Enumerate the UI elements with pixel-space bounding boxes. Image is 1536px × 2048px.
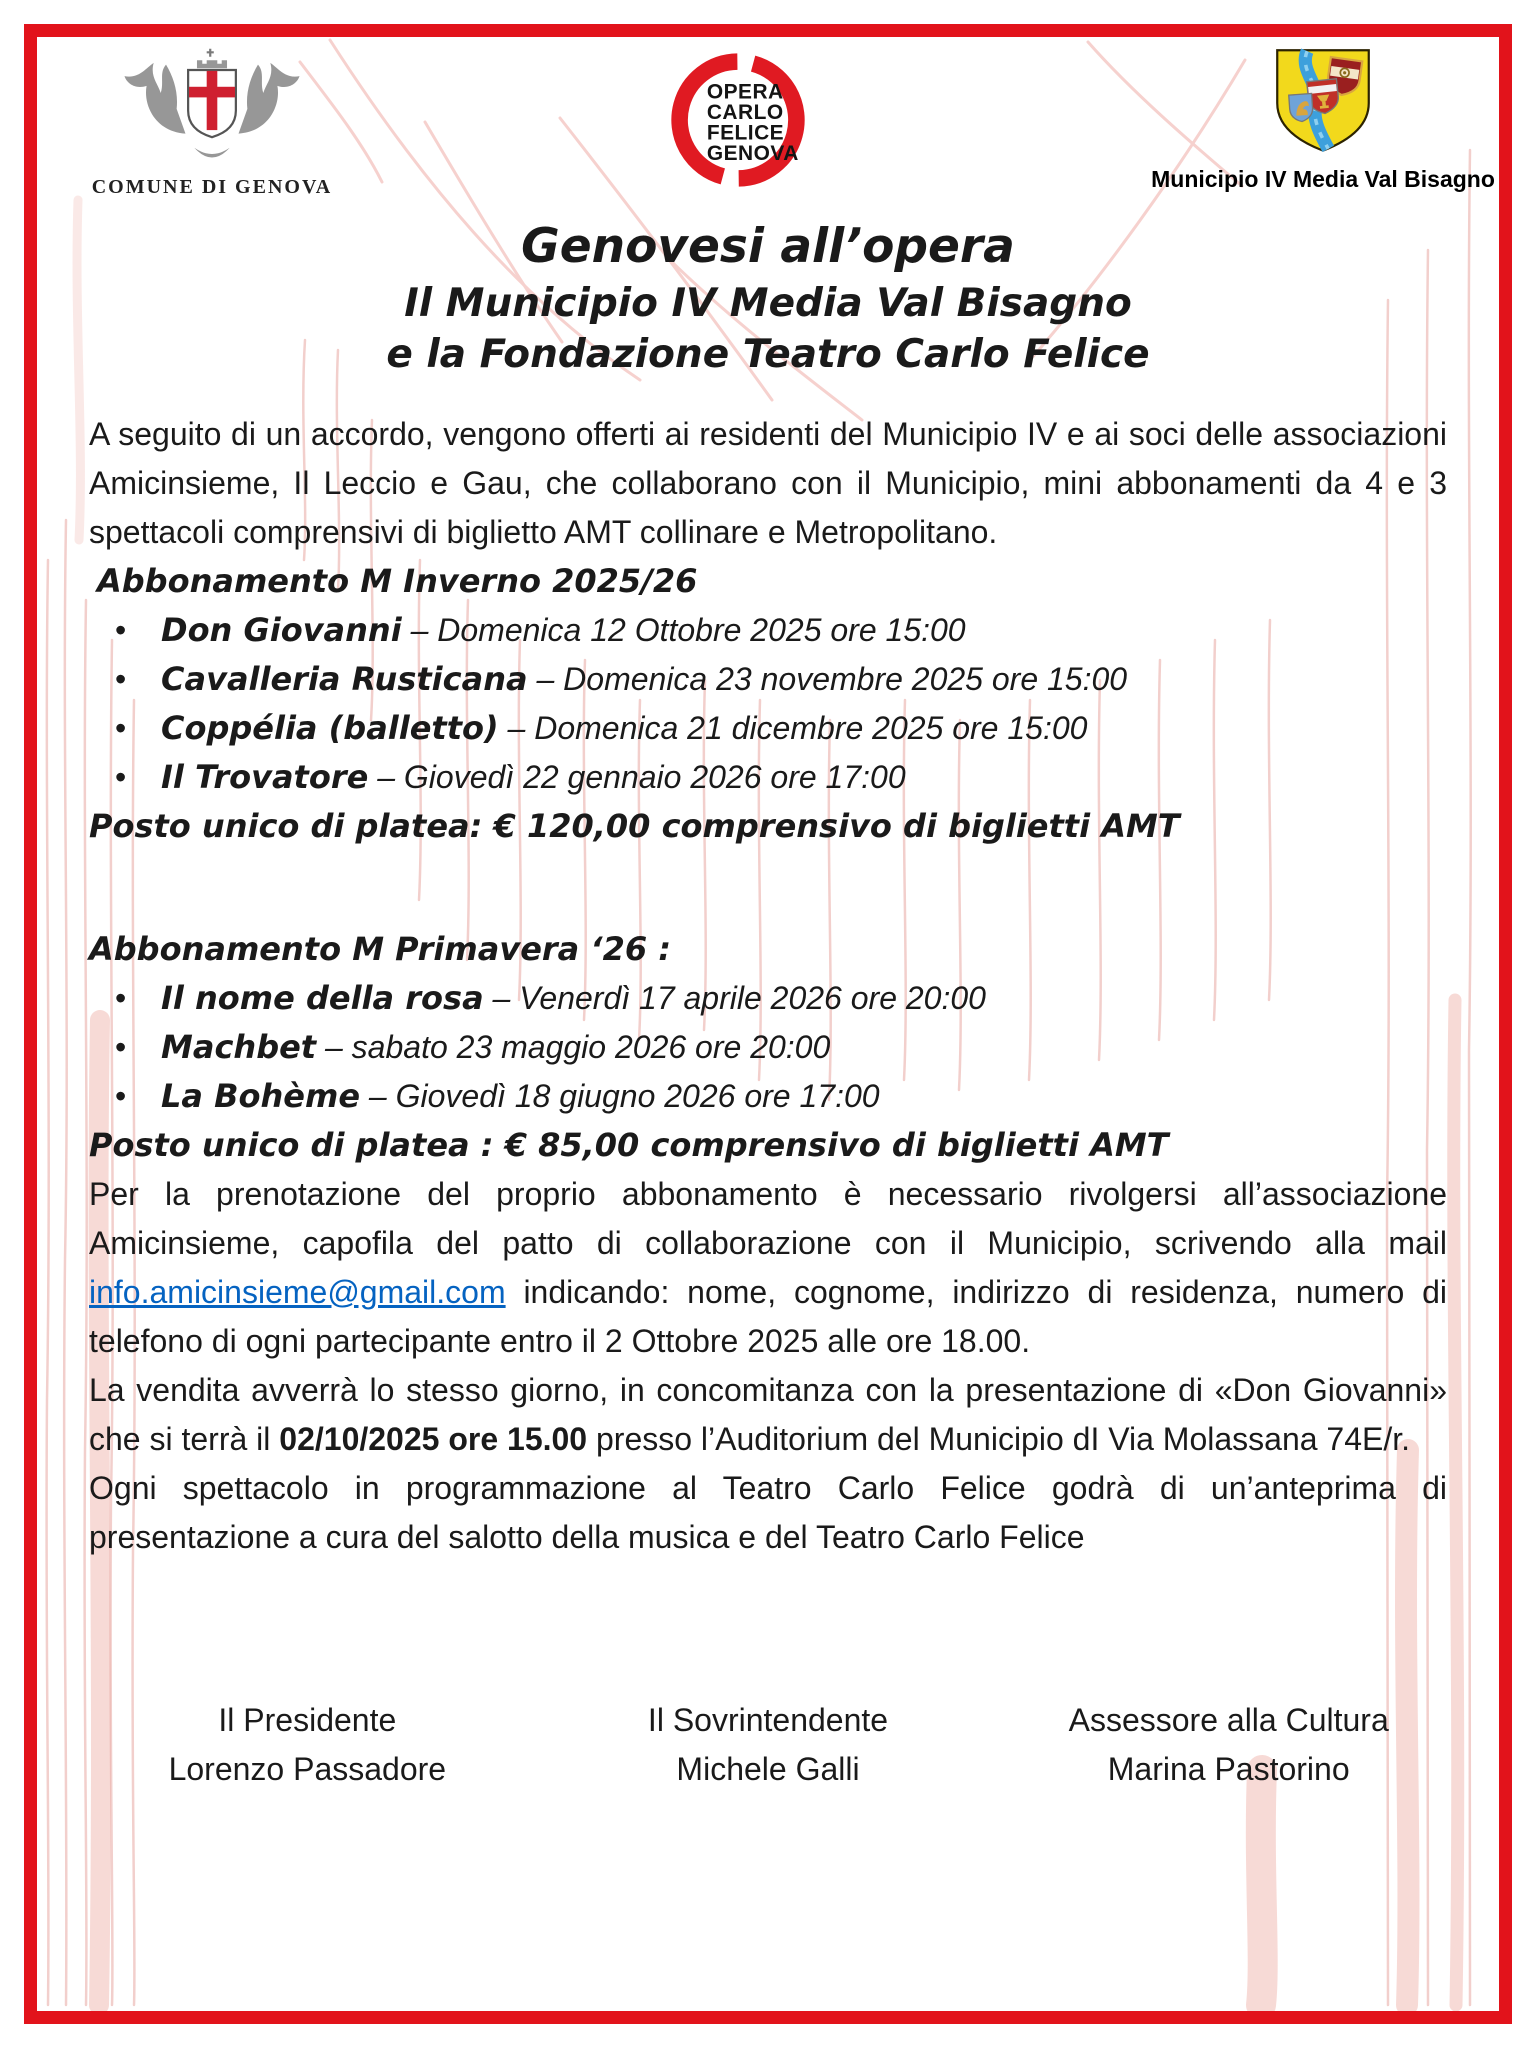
sale-text-before: La vendita avverrà lo stesso giorno, in concomitanza con la presentazione di «Don Giovanni» che si terrà il (89, 1372, 1447, 1457)
signature-sovrintendente (538, 1696, 999, 1794)
signature-role: Assessore alla Cultura (1068, 1702, 1389, 1738)
sale-paragraph (89, 1366, 1447, 1464)
title-block (37, 216, 1499, 380)
show-date: – Domenica 12 Ottobre 2025 ore 15:00 (401, 612, 966, 648)
show-date: – sabato 23 maggio 2026 ore 20:00 (316, 1029, 831, 1065)
inverno-price: Posto unico di platea: € 120,00 comprensivo di biglietti AMT (89, 807, 1180, 845)
opera-logo-line: OPERA (706, 80, 784, 104)
signature-name: Lorenzo Passadore (168, 1751, 447, 1787)
signature-role: Il Sovrintendente (647, 1702, 889, 1738)
municipio-shield-icon (1270, 45, 1376, 155)
intro-paragraph: A seguito di un accordo, vengono offerti ai residenti del Municipio IV e ai soci delle associazioni Amicinsieme, Il Leccio e Gau, che collaborano con il Municipio, mini abbonamenti da 4 e 3 spettacoli comprensivi di biglietto AMT collinare e Metropolitano. (89, 416, 1447, 550)
list-item-coppelia (89, 704, 1447, 753)
show-title: Il nome della rosa (161, 979, 484, 1017)
show-date: – Domenica 21 dicembre 2025 ore 15:00 (498, 710, 1088, 746)
opera-carlo-felice-logo (665, 45, 811, 200)
show-title: Don Giovanni (161, 611, 402, 649)
booking-text-before: Per la prenotazione del proprio abbonamento è necessario rivolgersi all’associazione Amicinsieme, capofila del patto di collaborazione con il Municipio, scrivendo alla mail (89, 1176, 1447, 1261)
opera-logo-line: FELICE (706, 121, 785, 145)
comune-di-genova-logo (77, 47, 347, 199)
municipio-caption: Municipio IV Media Val Bisagno (1151, 166, 1495, 192)
primavera-heading: Abbonamento M Primavera ‘26 : (89, 930, 672, 968)
show-date: – Giovedì 18 giugno 2026 ore 17:00 (360, 1078, 880, 1114)
sale-text-after: presso l’Auditorium del Municipio dI Via Molassana 74E/r. (587, 1421, 1411, 1457)
signature-name: Michele Galli (676, 1751, 860, 1787)
signature-presidente (77, 1696, 538, 1794)
flyer (37, 37, 1499, 2011)
booking-paragraph (89, 1170, 1447, 1366)
opera-logo-line: GENOVA (706, 141, 799, 165)
sale-date-bold: 02/10/2025 ore 15.00 (279, 1421, 588, 1457)
page-title: Genovesi all’opera (521, 219, 1015, 274)
list-item-cavalleria-rusticana (89, 655, 1447, 704)
comune-di-genova-caption: COMUNE DI GENOVA (91, 176, 333, 198)
signatures (77, 1696, 1459, 1794)
header (37, 37, 1499, 202)
comune-di-genova-crest-icon (97, 47, 327, 169)
list-item-la-boheme (89, 1072, 1447, 1121)
show-date: – Giovedì 22 gennaio 2026 ore 17:00 (368, 759, 906, 795)
list-item-don-giovanni (89, 606, 1447, 655)
signature-name: Marina Pastorino (1107, 1751, 1350, 1787)
show-date: – Domenica 23 novembre 2025 ore 15:00 (527, 661, 1128, 697)
signature-role: Il Presidente (218, 1702, 397, 1738)
signature-assessore (998, 1696, 1459, 1794)
email-link[interactable]: info.amicinsieme@gmail.com (89, 1274, 506, 1310)
opera-logo-line: CARLO (706, 101, 784, 125)
show-title: Coppélia (balletto) (161, 709, 499, 747)
page-subtitle-2: e la Fondazione Teatro Carlo Felice (386, 332, 1150, 377)
show-title: Machbet (161, 1028, 317, 1066)
preview-paragraph: Ogni spettacolo in programmazione al Teatro Carlo Felice godrà di un’anteprima di presentazione a cura del salotto della musica e del Teatro Carlo Felice (89, 1470, 1447, 1555)
spacer (89, 851, 1447, 925)
list-item-il-trovatore (89, 753, 1447, 802)
show-title: Il Trovatore (161, 758, 369, 796)
body-text (89, 410, 1447, 1562)
list-item-machbet (89, 1023, 1447, 1072)
opera-carlo-felice-logo-icon (665, 45, 811, 195)
page-subtitle-1: Il Municipio IV Media Val Bisagno (404, 281, 1132, 326)
booking-text-after: indicando: nome, cognome, indirizzo di residenza, numero di telefono di ogni partecipante entro il 2 Ottobre 2025 alle ore 18.00. (89, 1274, 1447, 1359)
inverno-heading: Abbonamento M Inverno 2025/26 (97, 562, 698, 600)
municipio-logo (1147, 45, 1499, 193)
list-item-il-nome-della-rosa (89, 974, 1447, 1023)
primavera-price: Posto unico di platea : € 85,00 comprensivo di biglietti AMT (89, 1126, 1169, 1164)
show-title: La Bohème (161, 1077, 361, 1115)
show-title: Cavalleria Rusticana (161, 660, 528, 698)
show-date: – Venerdì 17 aprile 2026 ore 20:00 (483, 980, 986, 1016)
